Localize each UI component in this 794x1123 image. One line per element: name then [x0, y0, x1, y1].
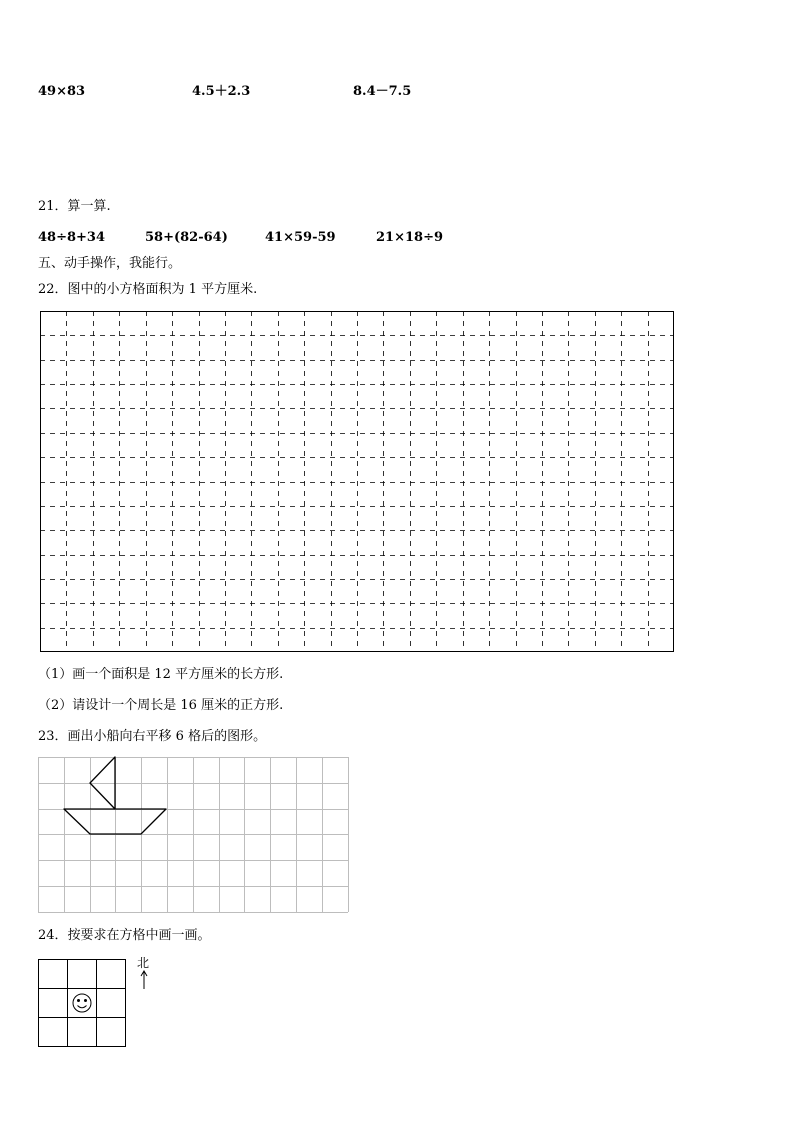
q23-grid [38, 757, 348, 913]
q22-sub2: （2）请设计一个周长是 16 厘米的正方形. [38, 698, 284, 713]
north-label: 北 [137, 956, 150, 970]
q21-item-4: 21×18÷9 [376, 230, 444, 245]
q22-title: 22．图中的小方格面积为 1 平方厘米. [38, 282, 258, 297]
section5-title: 五、动手操作，我能行。 [38, 256, 182, 271]
q21-item-2: 58+(82-64) [145, 230, 228, 245]
q21-title: 21．算一算. [38, 199, 111, 214]
calc-item-2: 4.5＋2.3 [192, 84, 251, 99]
q21-item-3: 41×59-59 [265, 230, 336, 245]
q22-dashed-grid [40, 311, 674, 652]
north-arrow-icon [139, 970, 149, 990]
calc-item-3: 8.4－7.5 [353, 84, 412, 99]
calc-item-1: 49×83 [38, 84, 86, 99]
q24-title: 24．按要求在方格中画一画。 [38, 928, 211, 943]
q23-title: 23．画出小船向右平移 6 格后的图形。 [38, 729, 267, 744]
q22-sub1: （1）画一个面积是 12 平方厘米的长方形. [38, 667, 284, 682]
q21-item-1: 48÷8+34 [38, 230, 106, 245]
q24-grid [38, 959, 126, 1047]
smiley-icon [73, 994, 91, 1012]
